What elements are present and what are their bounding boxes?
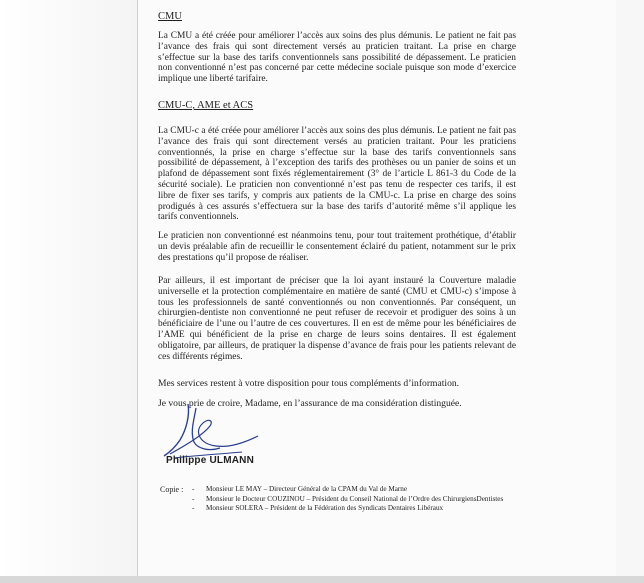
paragraph-loi: Par ailleurs, il est important de préciser que la loi ayant instauré la Couverture maladie universelle et la protection complémentaire en matière de santé (CMU et CMU-c) s’impose à tous les professionnels de santé conventionnés ou non conventionnés. Par conséquent, un chirurgien-dentiste non conventionné ne peut refuser de recevoir et prodiguer des soins à un bénéficiaire de l’une ou l’autre de ces couvertures. Il en est de même pour les bénéficiaires de l’AME qui bénéficient de la prise en charge de leurs soins dentaires. Il est également obligatoire, par ailleurs, de pratiquer la dispense d’avance de frais pour les patients relevant de ces différents régimes. [158,276,516,362]
paragraph-cmu: La CMU a été créée pour améliorer l’accès aux soins des plus démunis. Le patient ne fait pas l’avance des frais qui sont directement versés au praticien traitant. La prise en charge s’effectue sur la base des tarifs conventionnels sans possibilité de dépassement. Le praticien non conventionné n’est pas concerné par cette médecine sociale puisque son mode d’exercice implique une liberté tarifaire. [158,31,516,85]
closing-services: Mes services restent à votre disposition pour tous compléments d’information. [158,378,460,389]
page-background-right [616,0,644,583]
closing-formula: Je vous prie de croire, Madame, en l’assurance de ma considération distinguée. [158,398,462,409]
copie-recipient: - Monsieur le Docteur COUZINOU – Président du Conseil National de l’Ordre des ChirurgiensDentistes [192,495,512,505]
copie-recipient: - Monsieur SOLERA – Président de la Fédération des Syndicats Dentaires Libéraux [192,504,512,514]
page-bottom-edge [0,576,644,583]
heading-cmu: CMU [158,11,182,22]
copie-list [192,485,512,514]
heading-cmu-c-ame-acs: CMU-C, AME et ACS [158,100,254,111]
paragraph-devis: Le praticien non conventionné est néanmoins tenu, pour tout traitement prothétique, d’établir un devis préalable afin de recueillir le consentement éclairé du patient, notamment sur le prix des prestations qu’il propose de réaliser. [158,231,516,263]
page-background-left [0,0,138,583]
copie-recipient: - Monsieur LE MAY – Directeur Général de la CPAM du Val de Marne [192,485,512,495]
signatory-name: Philippe ULMANN [166,455,254,466]
copie-label: Copie : [160,485,184,494]
paragraph-cmu-c: La CMU-c a été créée pour améliorer l’accès aux soins des plus démunis. Le patient ne fait pas l’avance des frais qui sont directement versés au praticien traitant. Pour les praticiens conventionnés, la prise en charge s’effectue sur la base des tarifs conventionnels sans possibilité de dépassement, à l’exception des tarifs des prothèses ou un panier de soins et un plafond de dépassement sont fixés réglementairement (3° de l’article L 861-3 du Code de la sécurité sociale). Le praticien non conventionné n’est pas tenu de respecter ces tarifs, il est libre de fixer ses tarifs, y compris aux patients de la CMU-c. La prise en charge des soins prodigués à ces assurés s’effectuera sur la base des tarifs d’autorité même s’il applique les tarifs conventionnels. [158,126,516,223]
